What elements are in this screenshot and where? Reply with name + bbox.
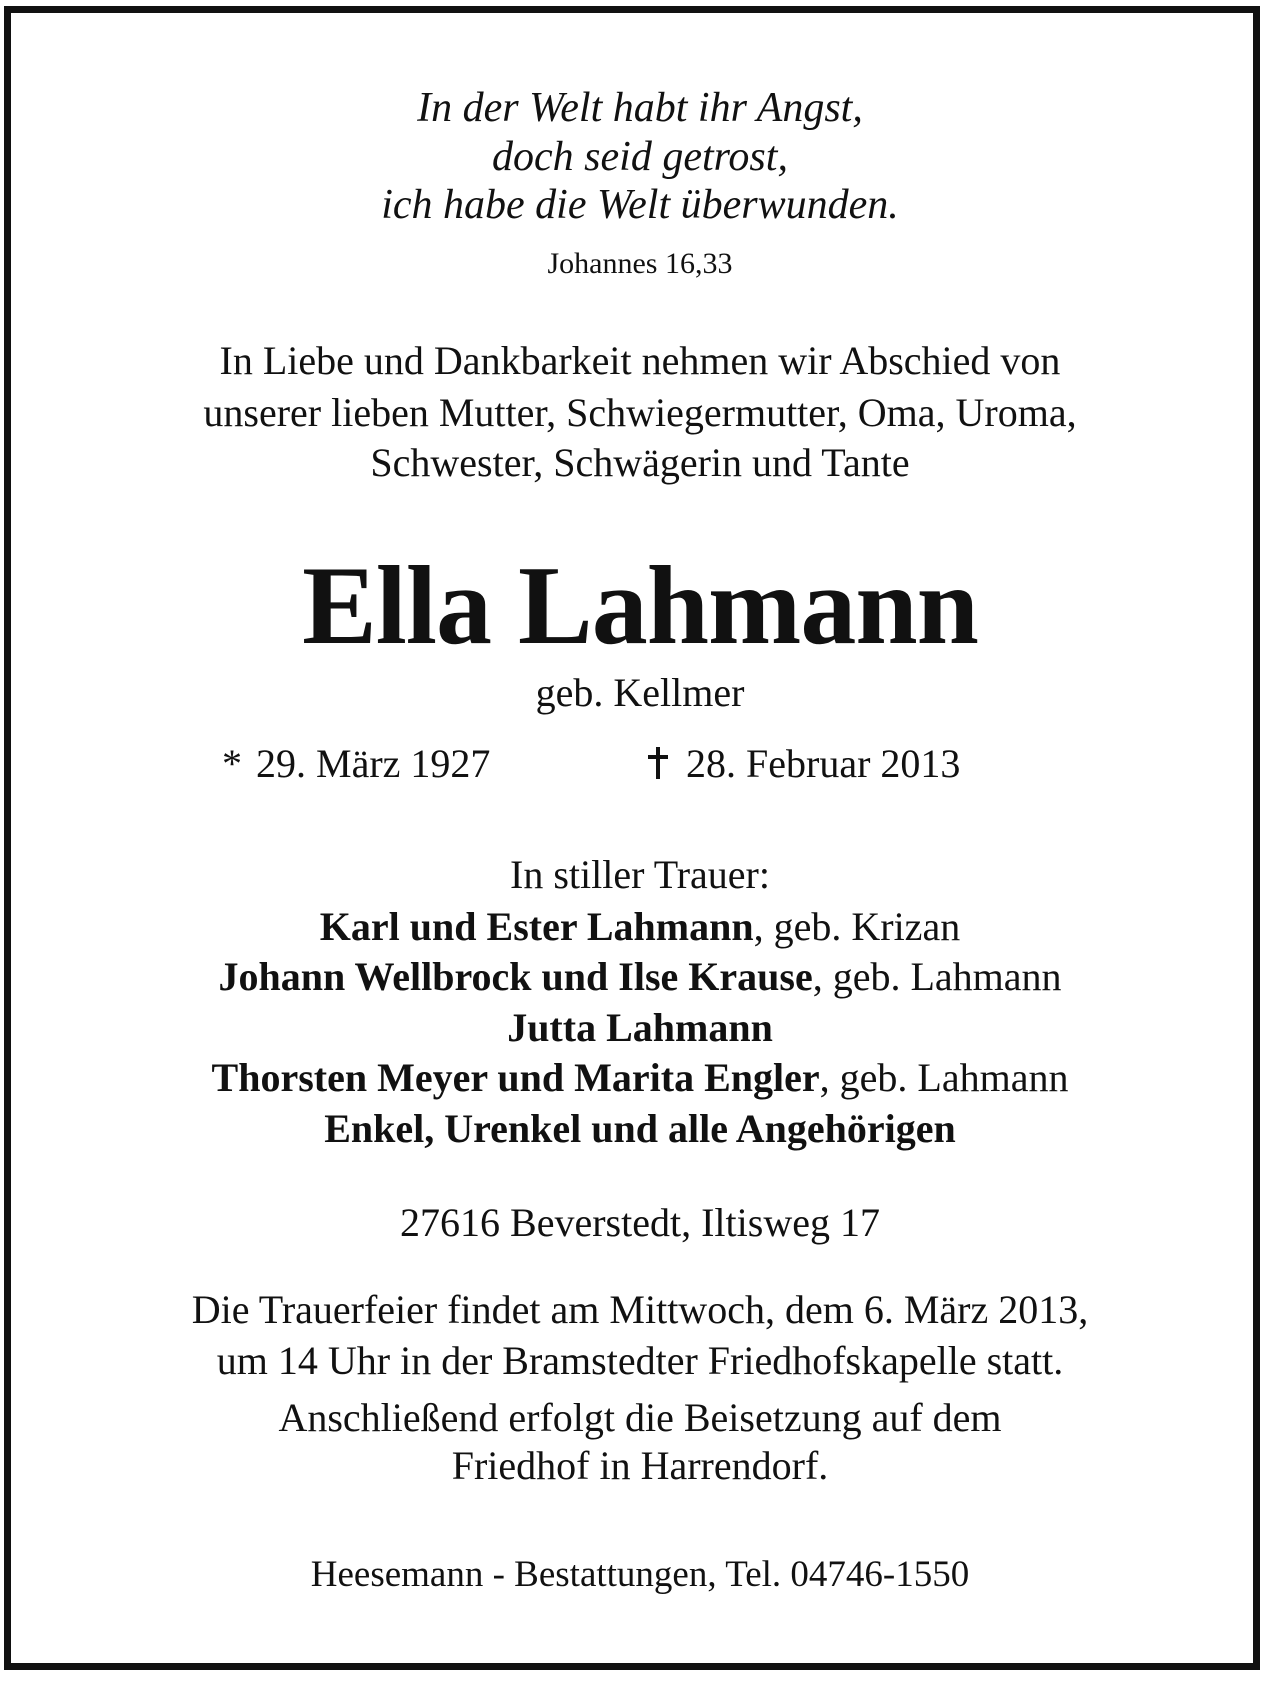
mourner-suffix: , geb. Krizan — [753, 904, 961, 949]
verse-line-3: ich habe die Welt überwunden. — [381, 182, 899, 228]
burial-line-2: Friedhof in Harrendorf. — [451, 1443, 829, 1488]
verse-line-1: In der Welt habt ihr Angst, — [417, 85, 863, 131]
mourner-names: Thorsten Meyer und Marita Engler — [211, 1055, 820, 1100]
intro-line-2: unserer lieben Mutter, Schwiegermutter, Oma, Uroma, — [203, 390, 1077, 435]
mourner-entry — [0, 954, 1280, 999]
mourner-entry — [0, 1106, 1280, 1151]
mourner-names: Jutta Lahmann — [507, 1005, 773, 1050]
mourner-entry — [0, 1005, 1280, 1050]
birth-date: 29. März 1927 — [256, 741, 491, 786]
funeral-home-footer: Heesemann - Bestattungen, Tel. 04746-1550 — [310, 1554, 970, 1595]
address: 27616 Beverstedt, Iltisweg 17 — [400, 1200, 880, 1245]
intro-line-1: In Liebe und Dankbarkeit nehmen wir Abschied von — [219, 338, 1061, 383]
mourners-heading: In stiller Trauer: — [510, 852, 770, 897]
death-date-group — [648, 741, 961, 786]
verse-reference: Johannes 16,33 — [547, 247, 733, 280]
death-date: 28. Februar 2013 — [686, 741, 961, 786]
service-line-1: Die Trauerfeier findet am Mittwoch, dem 6. März 2013, — [191, 1287, 1089, 1332]
mourner-names: Johann Wellbrock und Ilse Krause — [218, 954, 813, 999]
mourner-names: Enkel, Urenkel und alle Angehörigen — [324, 1106, 956, 1151]
cross-icon — [648, 747, 668, 779]
deceased-name: Ella Lahmann — [302, 544, 978, 668]
mourner-suffix: , geb. Lahmann — [812, 954, 1062, 999]
mourner-entry — [0, 904, 1280, 949]
birth-star-icon: * — [222, 741, 242, 786]
burial-line-1: Anschließend erfolgt die Beisetzung auf dem — [278, 1395, 1002, 1440]
mourner-suffix: , geb. Lahmann — [819, 1055, 1069, 1100]
intro-line-3: Schwester, Schwägerin und Tante — [370, 440, 910, 485]
service-line-2: um 14 Uhr in der Bramstedter Friedhofskapelle statt. — [216, 1338, 1064, 1383]
mourner-names: Karl und Ester Lahmann — [319, 904, 754, 949]
verse-line-2: doch seid getrost, — [492, 134, 788, 180]
birth-date-group — [222, 741, 491, 786]
mourner-entry — [0, 1055, 1280, 1100]
maiden-name: geb. Kellmer — [535, 670, 745, 715]
